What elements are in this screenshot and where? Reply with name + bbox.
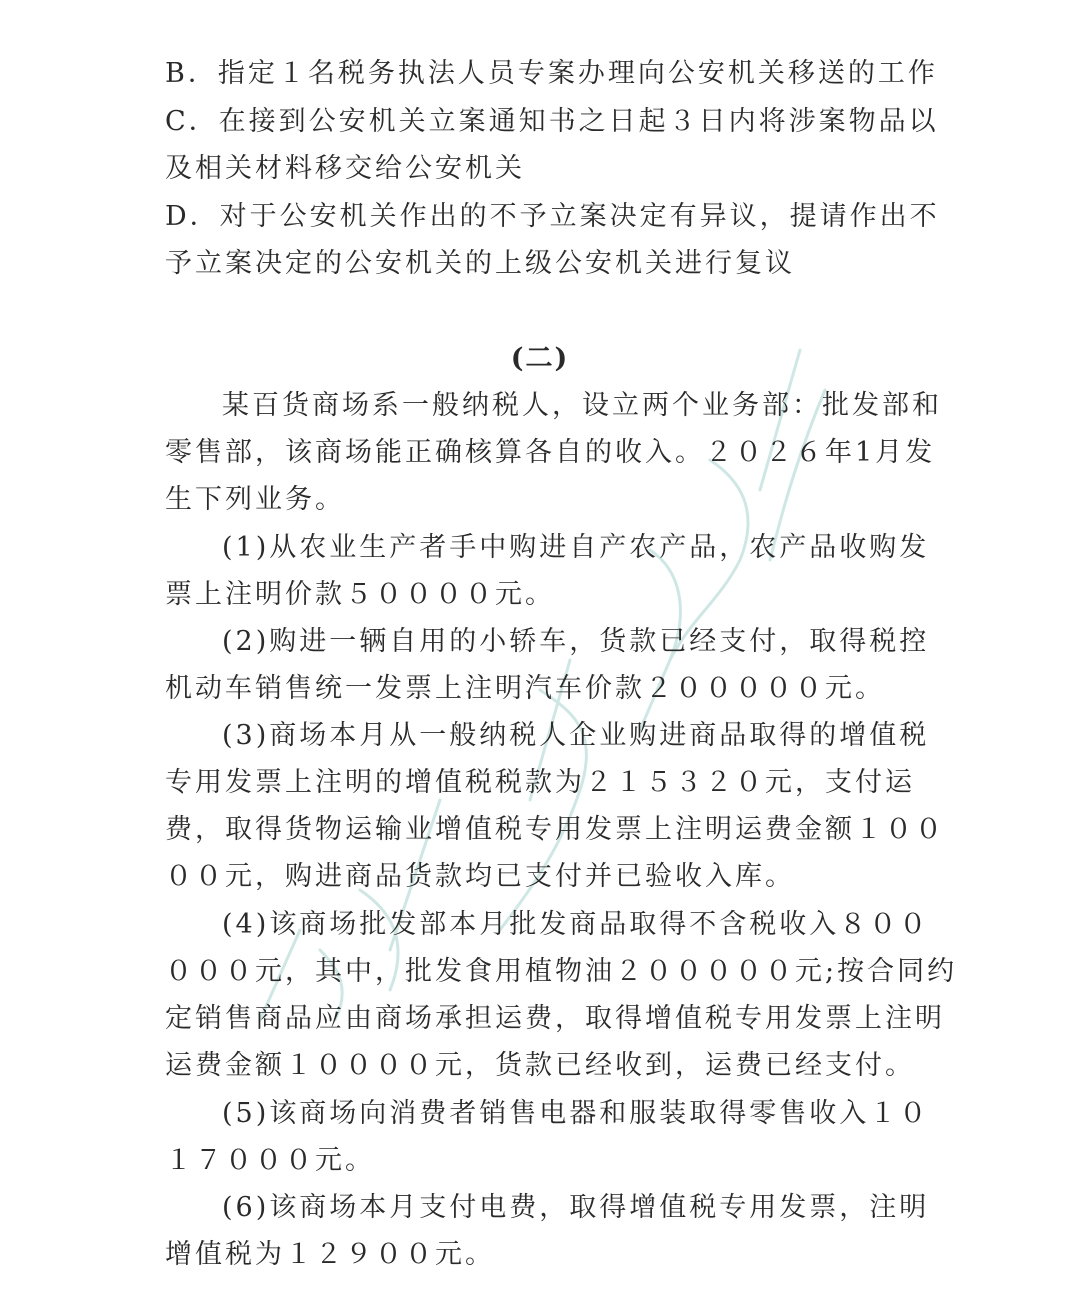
option-d-line2: 予立案决定的公安机关的上级公安机关进行复议 [165,248,795,279]
item-1-line: 票上注明价款５００００元。 [165,579,555,610]
option-d-line1: D．对于公安机关作出的不予立案决定有异议，提请作出不 [165,201,940,232]
item-3-line: 专用发票上注明的增值税税款为２１５３２０元，支付运 [165,767,915,798]
item-3-line: (3)商场本月从一般纳税人企业购进商品取得的增值税 [222,720,930,751]
option-c-line1: C．在接到公安机关立案通知书之日起３日内将涉案物品以 [165,106,939,137]
item-2-line: (2)购进一辆自用的小轿车，货款已经支付，取得税控 [222,626,930,657]
item-5-line: (5)该商场向消费者销售电器和服装取得零售收入１０ [222,1098,930,1129]
option-b: B．指定１名税务执法人员专案办理向公安机关移送的工作 [165,58,938,89]
item-3-line: 费，取得货物运输业增值税专用发票上注明运费金额１００ [165,814,945,845]
intro-line: 零售部，该商场能正确核算各自的收入。２０２６年1月发 [165,437,936,468]
item-3-line: ００元，购进商品货款均已支付并已验收入库。 [165,861,795,892]
item-1-line: (1)从农业生产者手中购进自产农产品，农产品收购发 [222,532,930,563]
item-4-line: 定销售商品应由商场承担运费，取得增值税专用发票上注明 [165,1003,945,1034]
intro-line: 某百货商场系一般纳税人，设立两个业务部：批发部和 [222,390,942,421]
item-4-line: ０００元，其中，批发食用植物油２０００００元;按合同约 [165,956,958,987]
item-5-line: １７０００元。 [165,1145,375,1176]
item-2-line: 机动车销售统一发票上注明汽车价款２０００００元。 [165,673,885,704]
intro-line: 生下列业务。 [165,484,345,515]
item-6-line: (6)该商场本月支付电费，取得增值税专用发票，注明 [222,1192,930,1223]
item-6-line: 增值税为１２９００元。 [165,1239,495,1270]
section-heading: (二) [510,343,570,374]
item-4-line: (4)该商场批发部本月批发商品取得不含税收入８００ [222,909,930,940]
option-c-line2: 及相关材料移交给公安机关 [165,153,525,184]
item-4-line: 运费金额１００００元，货款已经收到，运费已经支付。 [165,1050,915,1081]
